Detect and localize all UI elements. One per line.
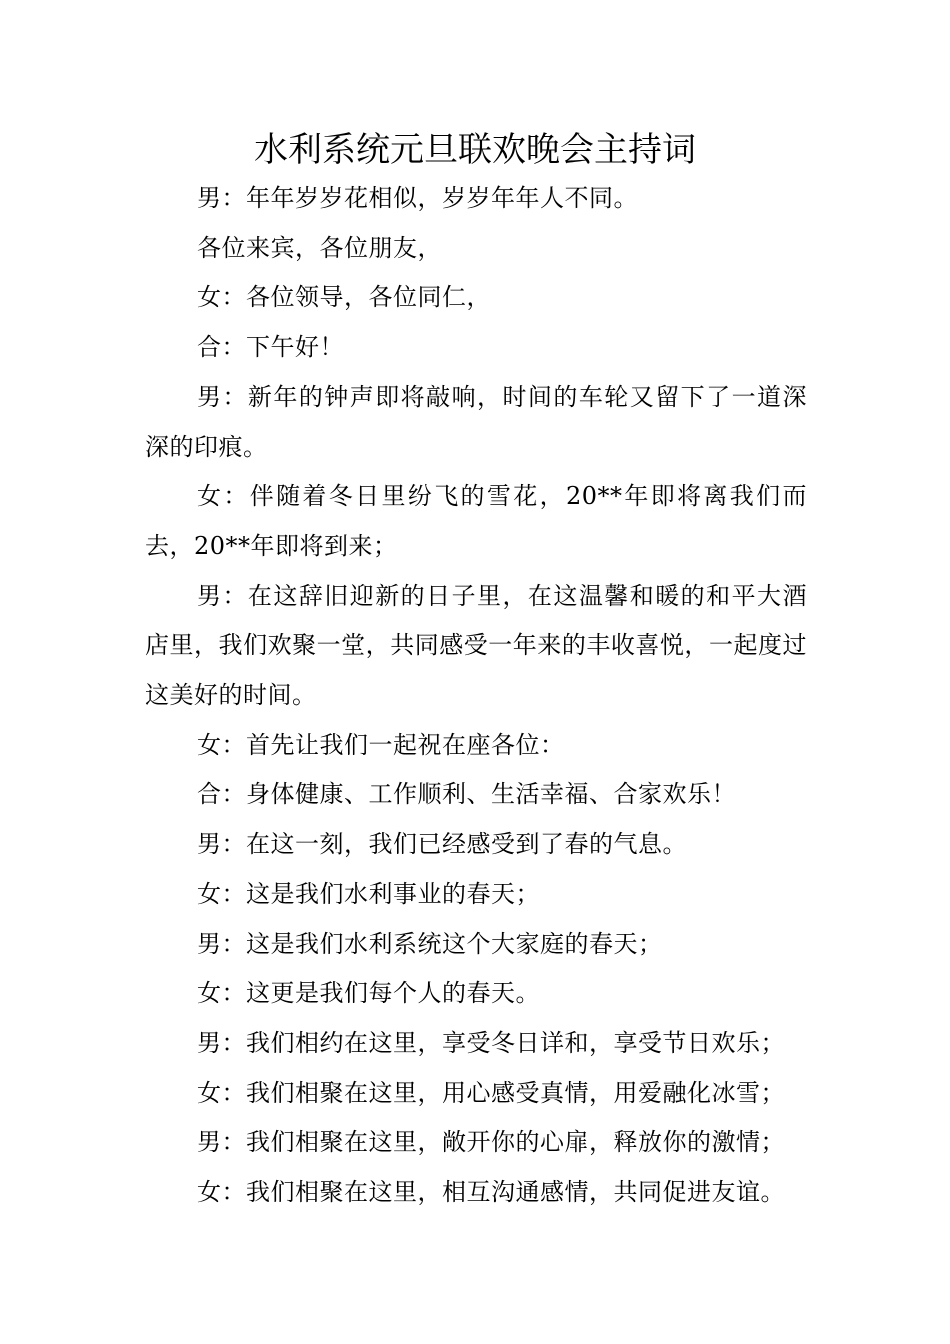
paragraph: 男：我们相约在这里，享受冬日详和，享受节日欢乐；: [197, 1028, 785, 1057]
paragraph: 合：身体健康、工作顺利、生活幸福、合家欢乐！: [197, 780, 736, 809]
paragraph: 合：下午好！: [197, 333, 344, 362]
paragraph: 各位来宾，各位朋友，: [197, 233, 442, 262]
paragraph: 女：这更是我们每个人的春天。: [197, 979, 540, 1008]
paragraph: 女：首先让我们一起祝在座各位：: [197, 730, 565, 759]
paragraph: 男：年年岁岁花相似，岁岁年年人不同。: [197, 184, 638, 212]
paragraph: 女：这是我们水利事业的春天；: [197, 879, 540, 908]
paragraph: 男：在这辞旧迎新的日子里，在这温馨和暖的和平大酒店里，我们欢聚一堂，共同感受一年来的丰收喜悦，一起度过这美好的时间。: [145, 581, 807, 710]
paragraph: 男：新年的钟声即将敲响，时间的车轮又留下了一道深深的印痕。: [145, 382, 807, 461]
document-body: [145, 174, 807, 1218]
paragraph: 女：我们相聚在这里，用心感受真情，用爱融化冰雪；: [197, 1078, 785, 1107]
paragraph: 男：在这一刻，我们已经感受到了春的气息。: [197, 830, 687, 859]
paragraph: 女：我们相聚在这里，相互沟通感情，共同促进友谊。: [197, 1178, 785, 1207]
document-title: 水利系统元旦联欢晚会主持词: [254, 130, 696, 170]
paragraph: 男：我们相聚在这里，敞开你的心扉，释放你的激情；: [197, 1128, 785, 1157]
paragraph: 女：各位领导，各位同仁，: [197, 283, 491, 312]
paragraph: 女：伴随着冬日里纷飞的雪花，20**年即将离我们而去，20**年即将到来；: [145, 482, 807, 560]
paragraph: 男：这是我们水利系统这个大家庭的春天；: [197, 929, 663, 958]
